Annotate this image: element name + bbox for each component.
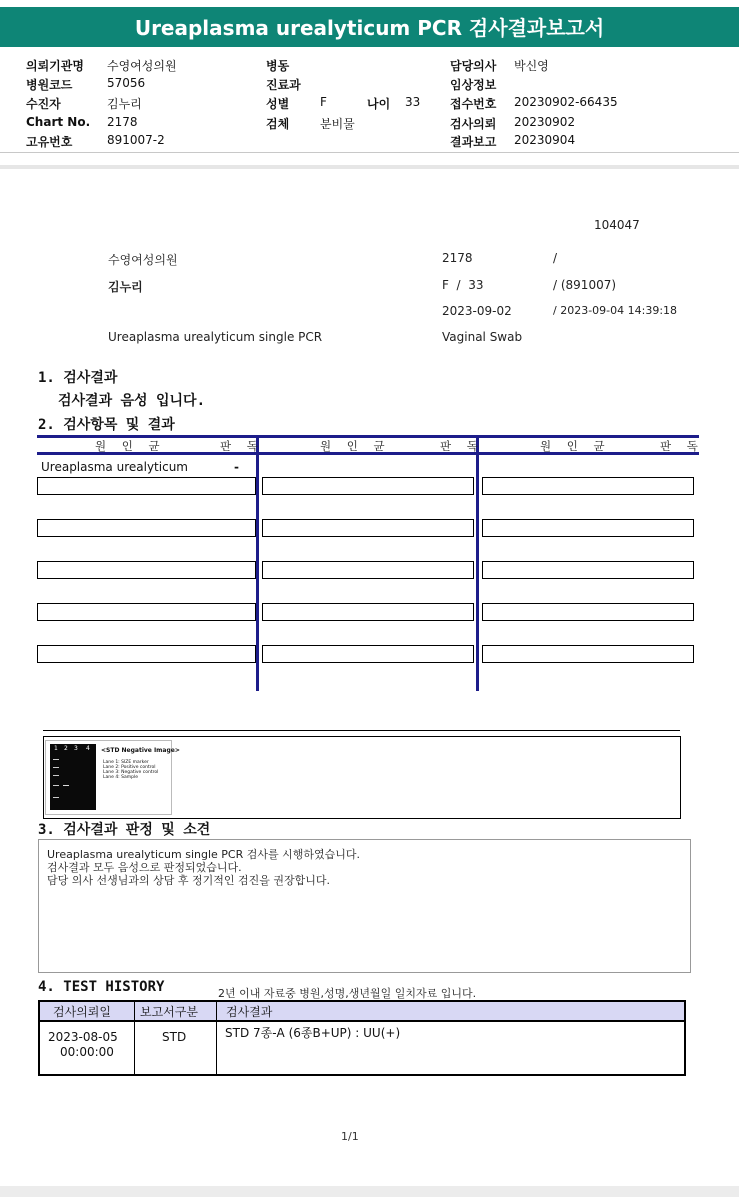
col-organism-2: 원 인 균	[320, 439, 391, 453]
clinical-label: 임상정보	[450, 78, 497, 92]
gel-legend-2: Lane 2: Positive control	[103, 765, 156, 770]
footer-band	[0, 1186, 739, 1197]
header-divider-band	[0, 165, 739, 169]
section1-heading: 1. 검사결과	[38, 370, 118, 386]
specimen-label: 검체	[266, 117, 290, 131]
info-slash: /	[553, 251, 558, 265]
report-label: 결과보고	[450, 135, 497, 149]
gel-band	[53, 797, 59, 798]
history-note: 2년 이내 자료중 병원,성명,생년월일 일치자료 입니다.	[218, 987, 477, 1000]
opinion-line-2: 검사결과 모두 음성으로 판정되었습니다.	[47, 861, 242, 874]
doctor-value: 박신영	[514, 59, 549, 73]
gel-title: <STD Negative Image>	[101, 747, 180, 754]
info-date-report: / 2023-09-04 14:39:18	[553, 304, 678, 317]
info-date-request: 2023-09-02	[442, 304, 512, 318]
info-birth: / (891007)	[553, 278, 617, 292]
section2-heading: 2. 검사항목 및 결과	[38, 417, 175, 433]
table-col-divider-1	[256, 435, 259, 691]
hospital-label: 의뢰기관명	[26, 59, 84, 73]
organism-judge: -	[234, 460, 239, 474]
result-cell	[262, 645, 474, 663]
info-patient: 김누리	[108, 280, 143, 294]
opinion-line-1: Ureaplasma urealyticum single PCR 검사를 시행하였습니다.	[47, 848, 360, 861]
gel-lane-1: 1	[54, 745, 58, 752]
result-cell	[262, 519, 474, 537]
report-number: 104047	[594, 218, 640, 232]
result-cell	[262, 477, 474, 495]
col-organism-3: 원 인 균	[540, 439, 611, 453]
age-label: 나이	[367, 97, 391, 111]
result-cell	[262, 603, 474, 621]
result-cell	[482, 561, 694, 579]
info-hospital: 수영여성의원	[108, 253, 178, 267]
history-header-row	[40, 1002, 684, 1022]
gel-legend-3: Lane 3: Negative control	[103, 770, 159, 775]
sex-value: F	[320, 95, 327, 109]
history-col-date: 검사의뢰일	[53, 1005, 111, 1019]
section1-result: 검사결과 음성 입니다.	[58, 393, 206, 409]
history-col-type: 보고서구분	[140, 1005, 198, 1019]
receipt-value: 20230902-66435	[514, 95, 618, 109]
request-value: 20230902	[514, 115, 576, 129]
page-number: 1/1	[341, 1130, 359, 1143]
history-col-divider-2	[216, 1002, 217, 1074]
result-cell	[482, 519, 694, 537]
history-col-result: 검사결과	[226, 1005, 273, 1019]
gel-band	[53, 775, 59, 776]
info-sex-age: F / 33	[442, 278, 484, 292]
chart-value: 2178	[107, 115, 138, 129]
request-label: 검사의뢰	[450, 117, 497, 131]
dept-label: 진료과	[266, 78, 301, 92]
age-value: 33	[405, 95, 421, 109]
gel-lane-2: 2	[64, 745, 68, 752]
chart-label: Chart No.	[26, 115, 91, 129]
result-cell	[37, 477, 256, 495]
gel-top-rule	[43, 730, 680, 731]
section3-heading: 3. 검사결과 판정 및 소견	[38, 822, 211, 838]
report-value: 20230904	[514, 133, 576, 147]
gel-band	[53, 759, 59, 760]
gel-band	[53, 785, 59, 786]
patient-label: 수진자	[26, 97, 61, 111]
code-label: 병원코드	[26, 78, 73, 92]
header-divider	[0, 152, 739, 153]
report-title: Ureaplasma urealyticum PCR 검사결과보고서	[0, 7, 739, 47]
section4-heading: 4. TEST HISTORY	[38, 979, 165, 995]
gel-image	[45, 740, 180, 815]
result-cell	[37, 519, 256, 537]
history-row-result: STD 7종-A (6종B+UP) : UU(+)	[225, 1026, 401, 1040]
result-cell	[37, 561, 256, 579]
info-test-name: Ureaplasma urealyticum single PCR	[108, 330, 323, 344]
info-chart: 2178	[442, 251, 473, 265]
col-judge-3: 판 독	[660, 439, 704, 453]
ward-label: 병동	[266, 59, 290, 73]
gel-legend-4: Lane 4: Sample	[103, 775, 138, 780]
col-organism-1: 원 인 균	[95, 439, 166, 453]
organism-name: Ureaplasma urealyticum	[41, 460, 188, 474]
history-row-time: 00:00:00	[60, 1045, 114, 1059]
history-row-type: STD	[162, 1030, 187, 1044]
result-cell	[262, 561, 474, 579]
result-cell	[482, 477, 694, 495]
table-col-divider-2	[476, 435, 479, 691]
result-cell	[37, 603, 256, 621]
gel-band	[63, 785, 69, 786]
result-cell	[37, 645, 256, 663]
gel-lane-3: 3	[74, 745, 78, 752]
history-col-divider-1	[134, 1002, 135, 1074]
code-value: 57056	[107, 76, 146, 90]
hospital-value: 수영여성의원	[107, 59, 177, 73]
gel-lanes	[50, 744, 96, 810]
id-value: 891007-2	[107, 133, 165, 147]
specimen-value: 분비물	[320, 117, 355, 131]
id-label: 고유번호	[26, 135, 73, 149]
receipt-label: 접수번호	[450, 97, 497, 111]
history-row-date: 2023-08-05	[48, 1030, 118, 1044]
gel-legend-1: Lane 1: SIZE marker	[103, 760, 149, 765]
result-cell	[482, 603, 694, 621]
sex-label: 성별	[266, 97, 290, 111]
opinion-line-3: 담당 의사 선생님과의 상담 후 정기적인 검진을 권장합니다.	[47, 874, 330, 887]
col-judge-2: 판 독	[440, 439, 484, 453]
result-cell	[482, 645, 694, 663]
gel-lane-4: 4	[86, 745, 90, 752]
col-judge-1: 판 독	[220, 439, 264, 453]
doctor-label: 담당의사	[450, 59, 497, 73]
gel-band	[53, 767, 59, 768]
info-specimen: Vaginal Swab	[442, 330, 523, 344]
history-table	[38, 1000, 686, 1076]
opinion-box	[38, 839, 691, 973]
patient-value: 김누리	[107, 97, 142, 111]
